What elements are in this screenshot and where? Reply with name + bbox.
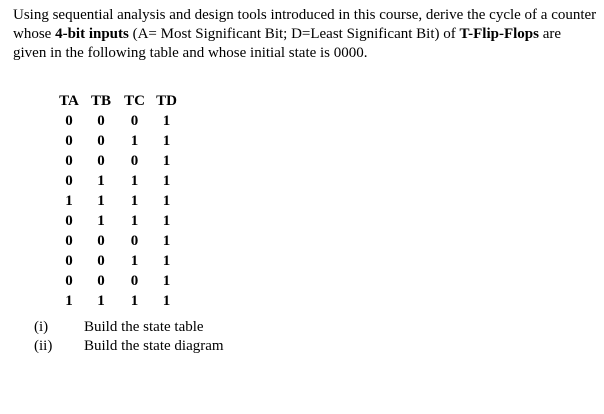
table-cell: 0 bbox=[97, 273, 105, 289]
table-cell: 1 bbox=[162, 253, 171, 269]
input-table bbox=[55, 92, 183, 311]
question-text bbox=[13, 6, 598, 63]
table-cell: 1 bbox=[162, 193, 171, 209]
table-cell: 1 bbox=[162, 113, 171, 129]
question-part-1: Using sequential analysis and design tools introduced in this course, derive the cycle of a counter whose bbox=[13, 7, 597, 42]
table-cell: 0 bbox=[65, 173, 73, 189]
task-number: (ii) bbox=[34, 338, 53, 354]
table-row bbox=[55, 211, 183, 231]
table-cell: 1 bbox=[130, 253, 139, 269]
header-ta: TA bbox=[59, 93, 79, 109]
task-number: (i) bbox=[34, 319, 49, 335]
table-cell: 0 bbox=[130, 153, 139, 169]
header-tc: TC bbox=[124, 93, 145, 109]
table-row bbox=[55, 271, 183, 291]
table-cell: 1 bbox=[65, 193, 73, 209]
table-cell: 1 bbox=[162, 173, 171, 189]
table-cell: 1 bbox=[162, 273, 171, 289]
table-cell: 1 bbox=[162, 213, 171, 229]
table-cell: 1 bbox=[162, 233, 171, 249]
table-cell: 0 bbox=[130, 113, 139, 129]
task-item bbox=[34, 318, 224, 337]
question-bold-flipflops: T-Flip-Flops bbox=[459, 26, 539, 42]
question-bold-inputs: 4-bit inputs bbox=[55, 26, 129, 42]
task-item bbox=[34, 337, 224, 356]
table-cell: 1 bbox=[65, 293, 73, 309]
table-cell: 1 bbox=[162, 153, 171, 169]
table-cell: 0 bbox=[65, 113, 73, 129]
table-cell: 0 bbox=[97, 253, 105, 269]
table-cell: 0 bbox=[65, 153, 73, 169]
table-cell: 1 bbox=[162, 293, 171, 309]
table-cell: 0 bbox=[97, 153, 105, 169]
table-cell: 0 bbox=[65, 273, 73, 289]
table-row bbox=[55, 111, 183, 131]
table-row bbox=[55, 151, 183, 171]
task-list bbox=[34, 318, 224, 356]
table-header-row bbox=[55, 92, 183, 111]
header-tb: TB bbox=[90, 93, 111, 109]
table-row bbox=[55, 291, 183, 311]
table-cell: 1 bbox=[97, 213, 105, 229]
table-row bbox=[55, 191, 183, 211]
table-cell: 1 bbox=[97, 293, 105, 309]
table-cell: 0 bbox=[130, 233, 139, 249]
table-body bbox=[55, 111, 183, 311]
table-row bbox=[55, 171, 183, 191]
table-cell: 1 bbox=[97, 193, 105, 209]
table-row bbox=[55, 131, 183, 151]
table-cell: 0 bbox=[97, 113, 105, 129]
table-cell: 0 bbox=[130, 273, 139, 289]
table-cell: 1 bbox=[97, 173, 105, 189]
table-cell: 0 bbox=[97, 133, 105, 149]
table-cell: 0 bbox=[65, 213, 73, 229]
table-cell: 0 bbox=[65, 253, 73, 269]
table-cell: 1 bbox=[130, 293, 139, 309]
table-cell: 0 bbox=[97, 233, 105, 249]
table-cell: 0 bbox=[65, 133, 73, 149]
task-text: Build the state table bbox=[84, 319, 204, 335]
table-row bbox=[55, 231, 183, 251]
table-cell: 1 bbox=[130, 193, 139, 209]
question-part-2: (A= Most Significant Bit; D=Least Significant Bit) of bbox=[128, 26, 460, 42]
header-td: TD bbox=[156, 93, 177, 109]
table-cell: 1 bbox=[130, 133, 139, 149]
table-cell: 1 bbox=[130, 213, 139, 229]
table-cell: 0 bbox=[65, 233, 73, 249]
table-cell: 1 bbox=[130, 173, 139, 189]
table-row bbox=[55, 251, 183, 271]
table-cell: 1 bbox=[162, 133, 171, 149]
question-part-3: are given in the following table and whose initial state is 0000. bbox=[13, 26, 562, 61]
task-text: Build the state diagram bbox=[84, 338, 224, 354]
